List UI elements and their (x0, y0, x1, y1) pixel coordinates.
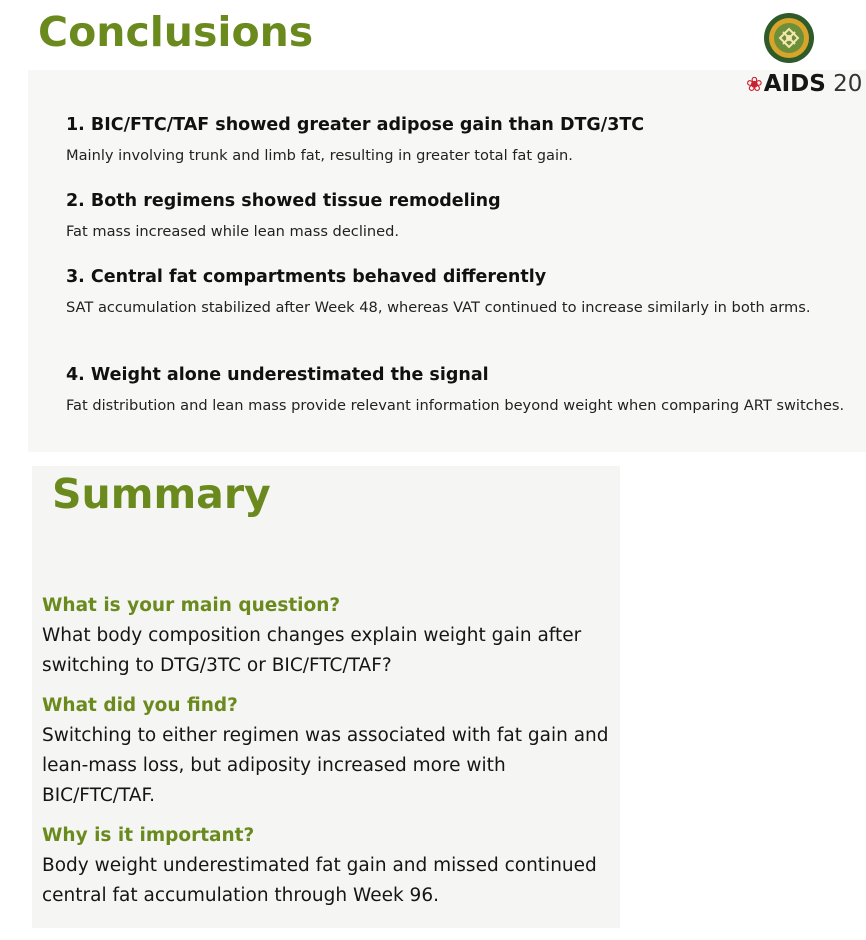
conclusion-heading: 4. Weight alone underestimated the signal (66, 365, 489, 385)
conclusions-title: Conclusions (38, 8, 314, 56)
conclusion-body: Mainly involving trunk and limb fat, resulting in greater total fat gain. (66, 147, 573, 164)
summary-question-label: Why is it important? (42, 825, 255, 846)
conference-seal-icon (763, 12, 815, 64)
conclusion-item (66, 266, 856, 318)
brand-year: 20 (833, 71, 863, 97)
conclusion-body: SAT accumulation stabilized after Week 48, whereas VAT continued to increase similarly in both arms. (66, 299, 811, 316)
summary-question-label: What is your main question? (42, 595, 341, 616)
aids-ribbon-icon: ❀ (746, 72, 763, 96)
brand-word: AIDS (763, 71, 826, 97)
conclusion-heading: 3. Central fat compartments behaved differently (66, 267, 547, 287)
summary-block (42, 594, 622, 681)
summary-block (42, 824, 622, 911)
summary-question-label: What did you find? (42, 695, 238, 716)
summary-answer-text: What body composition changes explain weight gain after switching to DTG/3TC or BIC/FTC/TAF? (42, 625, 582, 676)
summary-answer-text: Switching to either regimen was associated with fat gain and lean-mass loss, but adiposity increased more with BIC/FTC/TAF. (42, 725, 609, 806)
conclusion-item (66, 190, 856, 242)
conclusion-heading: 1. BIC/FTC/TAF showed greater adipose gain than DTG/3TC (66, 115, 645, 135)
summary-answer-text: Body weight underestimated fat gain and missed continued central fat accumulation through Week 96. (42, 855, 597, 906)
conclusion-item (66, 364, 856, 416)
summary-title: Summary (52, 470, 271, 518)
summary-block (42, 694, 622, 811)
conclusion-heading: 2. Both regimens showed tissue remodeling (66, 191, 501, 211)
conclusion-body: Fat distribution and lean mass provide relevant information beyond weight when comparing ART switches. (66, 397, 845, 414)
conclusion-item (66, 114, 856, 166)
conclusion-body: Fat mass increased while lean mass declined. (66, 223, 400, 240)
aids-conference-brand (746, 70, 866, 98)
